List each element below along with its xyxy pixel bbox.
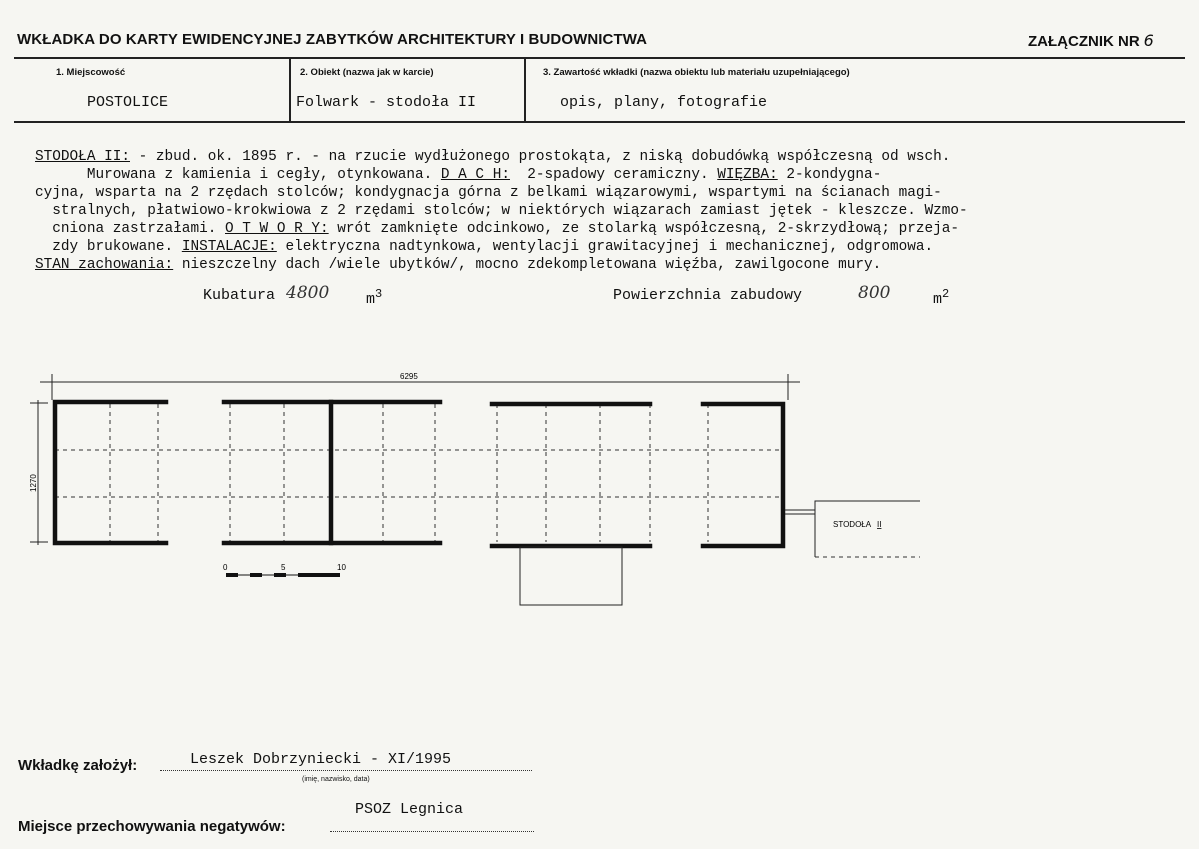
description-line-6: zdy brukowane. xyxy=(35,239,182,255)
building-label: STODOŁA xyxy=(833,520,872,529)
area-value: 800 xyxy=(858,283,891,303)
volume-unit-m: m xyxy=(366,291,376,308)
area-unit-m: m xyxy=(933,291,943,308)
table-bottom-rule xyxy=(14,121,1185,123)
table-divider-1 xyxy=(289,59,291,121)
form-title: WKŁADKA DO KARTY EWIDENCYJNEJ ZABYTKÓW ARCHITEKTURY I BUDOWNICTWA xyxy=(17,31,648,48)
storage-label: Miejsce przechowywania negatywów: xyxy=(18,818,286,835)
annex-label-text: ZAŁĄCZNIK NR xyxy=(1028,33,1140,50)
scale-segment-4 xyxy=(298,573,340,577)
description-line-2: Murowana z kamienia i cegły, otynkowana. xyxy=(35,167,441,183)
founder-label: Wkładkę założył: xyxy=(18,757,138,774)
contents-value: opis, plany, fotografie xyxy=(560,94,768,111)
table-divider-2 xyxy=(524,59,526,121)
heading-dach: D A C H: xyxy=(440,167,510,183)
column-label-contents: 3. Zawartość wkładki (nazwa obiektu lub materiału uzupełniającego) xyxy=(543,67,850,78)
volume-unit-exp: 3 xyxy=(375,287,383,301)
description-line-1: - zbud. ok. 1895 r. - na rzucie wydłużonego prostokąta, z niską dobudówką współczesną od wsch. xyxy=(130,149,951,165)
description-line-6b: elektryczna nadtynkowa, wentylacji grawitacyjnej i mechanicznej, odgromowa. xyxy=(276,239,934,255)
storage-value: PSOZ Legnica xyxy=(355,801,464,818)
description-line-5: cniona zastrzałami. xyxy=(35,221,225,237)
volume-label: Kubatura xyxy=(203,287,276,304)
table-top-rule xyxy=(14,57,1185,59)
building-numeral: II xyxy=(877,520,882,529)
column-label-locality: 1. Miejscowość xyxy=(56,67,126,78)
storage-dotted-line xyxy=(330,831,534,832)
description-line-4: stralnych, płatwiowo-krokwiowa z 2 rzędami stolców; w niektórych wiązarach zamiast jętek - kleszcze. Wzmo- xyxy=(35,203,968,219)
area-unit-exp: 2 xyxy=(942,287,950,301)
founder-value: Leszek Dobrzyniecki - XI/1995 xyxy=(190,751,452,768)
description-line-3: cyjna, wsparta na 2 rzędach stolców; kondygnacja górna z belkami wiązarowymi, wspartymi na ścianach magi- xyxy=(35,185,942,201)
scale-tick-10: 10 xyxy=(337,563,346,572)
area-label: Powierzchnia zabudowy xyxy=(613,287,803,304)
description-line-2c: 2-kondygna- xyxy=(777,167,882,183)
column-label-object: 2. Obiekt (nazwa jak w karcie) xyxy=(300,67,434,78)
scale-segment-1 xyxy=(226,573,238,577)
dimension-length-label: 6295 xyxy=(400,372,418,381)
heading-wiezba: WIĘZBA: xyxy=(717,167,778,183)
description-line-5b: wrót zamknięte odcinkowo, ze stolarką współczesną, 2-skrzydłową; przeja- xyxy=(328,221,960,237)
description-line-7: nieszczelny dach /wiele ubytków/, mocno zdekompletowana więźba, zawilgocone mury. xyxy=(173,257,882,273)
object-value: Folwark - stodoła II xyxy=(296,94,477,111)
founder-hint: (imię, nazwisko, data) xyxy=(302,776,370,783)
volume-unit xyxy=(366,287,382,308)
southern-annex xyxy=(520,547,622,605)
scale-bar xyxy=(226,573,340,577)
scale-segment-2 xyxy=(250,573,262,577)
heading-stan: STAN zachowania: xyxy=(35,257,174,273)
scale-segment-3 xyxy=(274,573,286,577)
stodola-annex-outline xyxy=(815,501,920,557)
floor-plan xyxy=(0,360,1199,620)
scale-tick-5: 5 xyxy=(281,563,286,572)
annex-label xyxy=(1028,31,1154,50)
description-line-2b: 2-spadowy ceramiczny. xyxy=(509,167,718,183)
area-unit xyxy=(933,287,949,308)
wall-segment-4 xyxy=(703,404,783,546)
scale-tick-0: 0 xyxy=(223,563,228,572)
volume-value: 4800 xyxy=(286,283,330,303)
annex-number: 6 xyxy=(1143,31,1154,50)
founder-dotted-line xyxy=(160,770,532,771)
heading-stodola: STODOŁA II: xyxy=(35,149,130,165)
dimension-width-label: 1270 xyxy=(29,474,38,492)
heading-otwory: O T W O R Y: xyxy=(225,221,329,237)
description-text xyxy=(35,148,968,274)
heading-instalacje: INSTALACJE: xyxy=(181,239,277,255)
locality-value: POSTOLICE xyxy=(87,94,169,111)
